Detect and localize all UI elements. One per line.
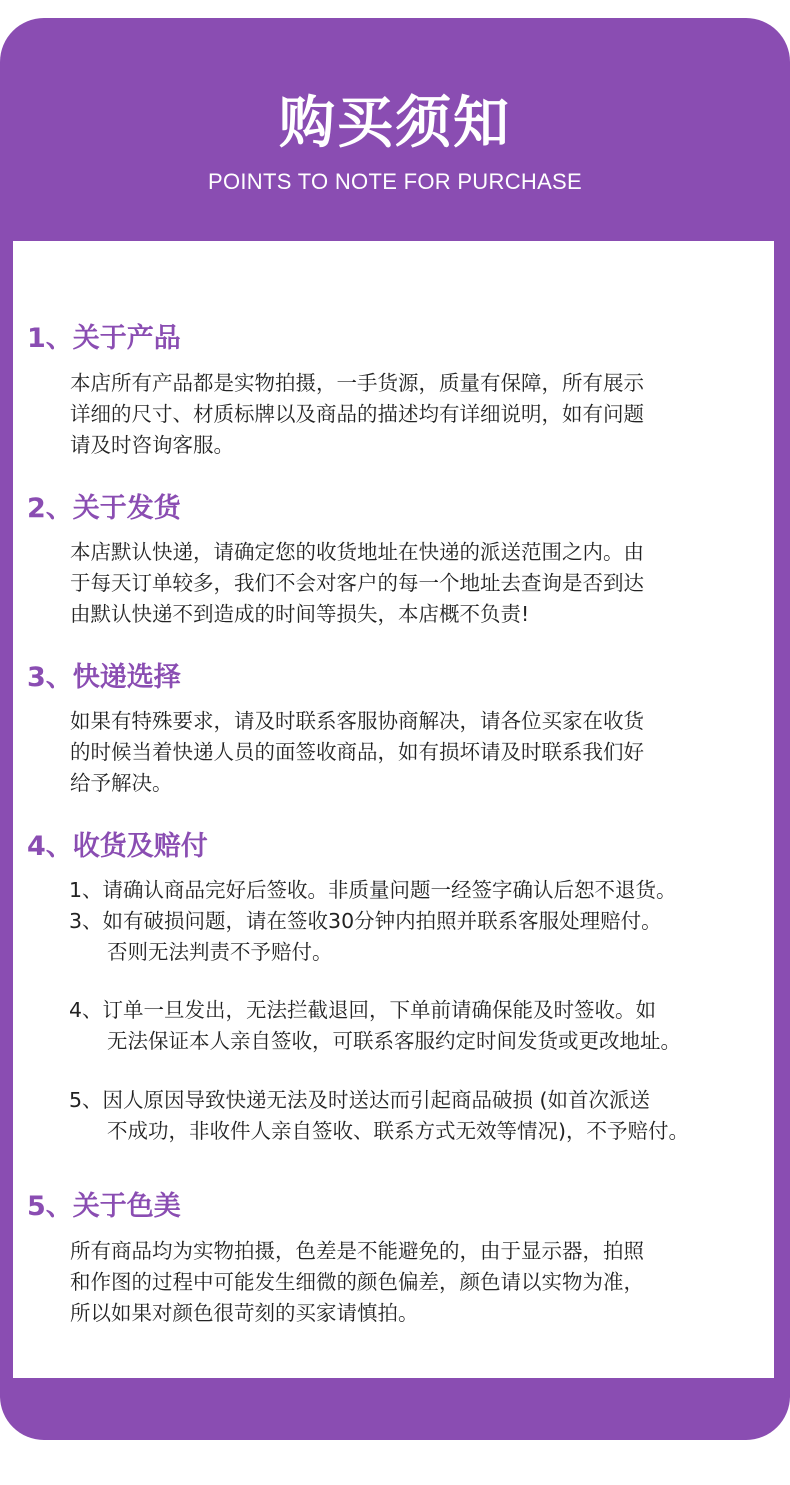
section-title-shipping: 2、关于发货 <box>27 493 181 524</box>
receipt-item-5-line-2: 不成功，非收件人亲自签收、联系方式无效等情况)，不予赔付。 <box>107 1119 689 1143</box>
receipt-item-1-line-1: 1、请确认商品完好后签收。非质量问题一经签字确认后恕不退货。 <box>69 878 677 902</box>
section-title-products: 1、关于产品 <box>27 323 181 354</box>
receipt-item-3-line-2: 否则无法判责不予赔付。 <box>107 940 333 964</box>
section-body-line: 本店所有产品都是实物拍摄，一手货源，质量有保障，所有展示 <box>70 371 644 395</box>
notice-panel <box>13 241 774 1378</box>
section-body-color <box>70 1236 760 1329</box>
receipt-item-5-line-1: 5、因人原因导致快递无法及时送达而引起商品破损 (如首次派送 <box>69 1088 651 1112</box>
section-body-courier <box>70 706 760 799</box>
section-body-line: 如果有特殊要求，请及时联系客服协商解决，请各位买家在收货 <box>70 709 644 733</box>
section-body-line: 和作图的过程中可能发生细微的颜色偏差，颜色请以实物为准， <box>70 1270 644 1294</box>
section-body-line: 的时候当着快递人员的面签收商品，如有损坏请及时联系我们好 <box>70 740 644 764</box>
section-body-line: 所有商品均为实物拍摄，色差是不能避免的，由于显示器，拍照 <box>70 1239 644 1263</box>
receipt-item-3-line-1: 3、如有破损问题，请在签收30分钟内拍照并联系客服处理赔付。 <box>69 909 662 933</box>
section-body-line: 请及时咨询客服。 <box>70 433 234 457</box>
section-body-line: 于每天订单较多，我们不会对客户的每一个地址去查询是否到达 <box>70 571 644 595</box>
page-subtitle: POINTS TO NOTE FOR PURCHASE <box>207 169 582 194</box>
receipt-item-4-line-1: 4、订单一旦发出，无法拦截退回，下单前请确保能及时签收。如 <box>69 998 657 1022</box>
section-body-line: 本店默认快递，请确定您的收货地址在快递的派送范围之内。由 <box>70 540 644 564</box>
section-body-products <box>70 368 760 461</box>
section-body-line: 由默认快递不到造成的时间等损失，本店概不负责! <box>70 602 530 626</box>
section-body-line: 给予解决。 <box>70 771 173 795</box>
page-title: 购买须知 <box>279 91 511 156</box>
section-title-color: 5、关于色美 <box>27 1191 181 1222</box>
section-body-line: 所以如果对颜色很苛刻的买家请慎拍。 <box>70 1301 419 1325</box>
section-title-courier: 3、快递选择 <box>27 662 181 693</box>
section-body-line: 详细的尺寸、材质标牌以及商品的描述均有详细说明，如有问题 <box>70 402 644 426</box>
section-body-shipping <box>70 537 760 630</box>
receipt-item-4-line-2: 无法保证本人亲自签收，可联系客服约定时间发货或更改地址。 <box>107 1029 681 1053</box>
section-title-receipt-compensation: 4、收货及赔付 <box>27 831 208 862</box>
